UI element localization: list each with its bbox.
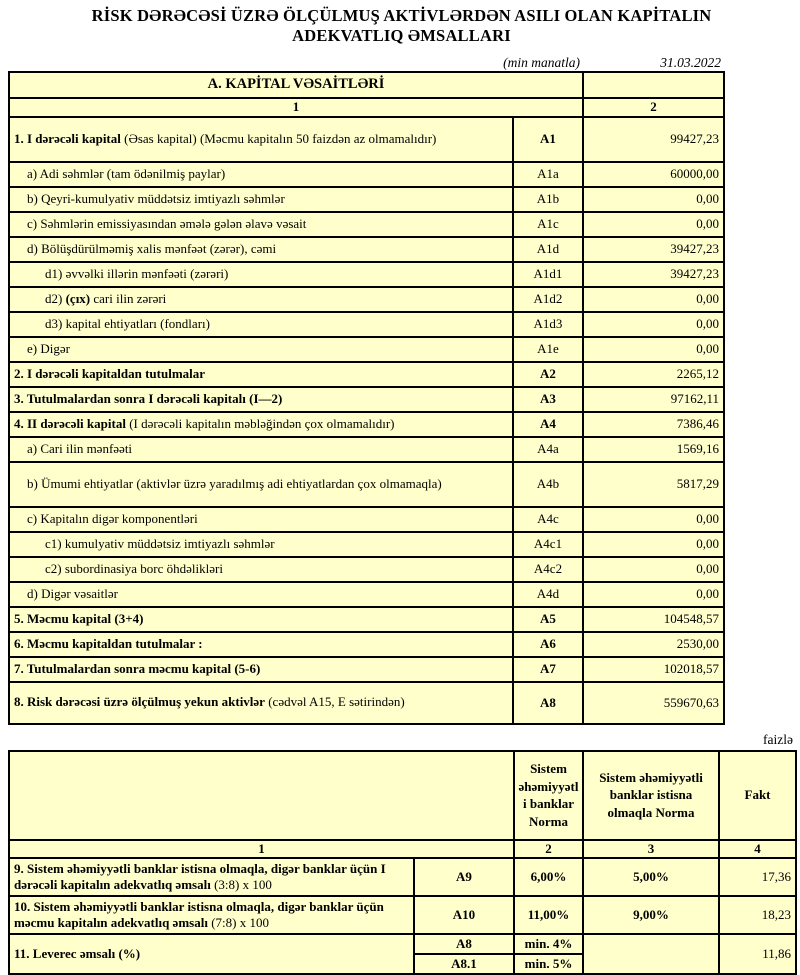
label-segment: c) Kapitalın digər komponentləri — [27, 510, 198, 526]
ratio-table — [8, 750, 797, 975]
row-label — [9, 462, 513, 507]
ratio-header-fakt: Fakt — [719, 751, 796, 840]
row-value: 0,00 — [583, 507, 724, 532]
capital-row-A4d — [9, 582, 724, 607]
label-segment: 6. Məcmu kapitaldan tutulmalar : — [14, 635, 203, 651]
row-value: 559670,63 — [583, 682, 724, 724]
row-value: 0,00 — [583, 212, 724, 237]
capital-row-A4 — [9, 412, 724, 437]
row-label — [9, 237, 513, 262]
ratio-row-A9 — [9, 858, 796, 896]
capital-row-A1d3 — [9, 312, 724, 337]
ratio-sys-norma: 11,00% — [514, 896, 583, 934]
row-code: A3 — [513, 387, 583, 412]
row-label — [9, 212, 513, 237]
label-segment: b) Qeyri-kumulyativ müddətsiz imtiyazlı səhmlər — [27, 190, 285, 206]
capital-row-A6 — [9, 632, 724, 657]
ratio-other-norma: 9,00% — [583, 896, 719, 934]
row-code: A1b — [513, 187, 583, 212]
ratio-label — [9, 896, 414, 934]
ratio-sys-norma: 6,00% — [514, 858, 583, 896]
row-code: A1d1 — [513, 262, 583, 287]
label-segment: 2. I dərəcəli kapitaldan tutulmalar — [14, 365, 206, 381]
leverage-row — [9, 934, 796, 954]
row-value: 104548,57 — [583, 607, 724, 632]
report-meta — [8, 54, 723, 71]
row-code: A1e — [513, 337, 583, 362]
capital-column-number-row — [9, 98, 724, 117]
label-segment: a) Cari ilin mənfəəti — [27, 440, 133, 456]
label-segment: c1) kumulyativ müddətsiz imtiyazlı səhmlər — [45, 535, 275, 551]
unit-note: (min manatla) — [503, 54, 580, 70]
percent-note: faizlə — [763, 731, 793, 747]
row-label — [9, 607, 513, 632]
label-segment: 7. Tutulmalardan sonra məcmu kapital (5-6) — [14, 660, 261, 676]
label-segment: d1) əvvəlki illərin mənfəəti (zərəri) — [45, 265, 229, 281]
row-label — [9, 337, 513, 362]
ratio-other-norma-empty — [583, 934, 719, 974]
row-code: A4 — [513, 412, 583, 437]
row-label — [9, 582, 513, 607]
row-label — [9, 437, 513, 462]
ratio-code: A10 — [414, 896, 514, 934]
row-value: 39427,23 — [583, 262, 724, 287]
row-label — [9, 312, 513, 337]
label-segment: cari ilin zərəri — [90, 290, 167, 306]
label-segment: (cədvəl A15, E sətirindən) — [264, 694, 405, 710]
label-segment: 5. Məcmu kapital (3+4) — [14, 610, 144, 626]
capital-table-header-row — [9, 72, 724, 98]
row-value: 7386,46 — [583, 412, 724, 437]
row-value: 0,00 — [583, 582, 724, 607]
ratio-header-sys-norma: Sistem əhəmiyyətli banklar Norma — [514, 751, 583, 840]
ratio-column-number-row — [9, 840, 796, 858]
column-number-cell: 4 — [719, 840, 796, 858]
capital-row-A8 — [9, 682, 724, 724]
ratio-header-row — [9, 751, 796, 840]
row-code: A4c1 — [513, 532, 583, 557]
ratio-code: A8 — [414, 934, 514, 954]
row-label — [9, 632, 513, 657]
row-label — [9, 682, 513, 724]
row-value: 0,00 — [583, 337, 724, 362]
row-code: A4b — [513, 462, 583, 507]
capital-row-A1b — [9, 187, 724, 212]
label-segment: (çıx) — [65, 290, 91, 306]
label-segment: 3. Tutulmalardan sonra I dərəcəli kapitalı (I—2) — [14, 390, 283, 406]
capital-row-A1d — [9, 237, 724, 262]
row-label — [9, 362, 513, 387]
label-segment: (7:8) x 100 — [207, 914, 269, 930]
page-title-line2: ADEKVATLIQ ƏMSALLARI — [292, 25, 511, 45]
ratio-code: A9 — [414, 858, 514, 896]
ratio-label — [9, 858, 414, 896]
row-label — [9, 507, 513, 532]
ratio-header-blank-cell — [9, 751, 514, 840]
capital-row-A4c — [9, 507, 724, 532]
section-header-cell: A. KAPİTAL VƏSAİTLƏRİ — [9, 72, 583, 98]
row-label — [9, 532, 513, 557]
label-segment: d2) — [45, 290, 66, 306]
capital-row-A1e — [9, 337, 724, 362]
capital-row-A1d1 — [9, 262, 724, 287]
row-value: 0,00 — [583, 532, 724, 557]
capital-row-A1d2 — [9, 287, 724, 312]
row-label — [9, 387, 513, 412]
label-segment: 8. Risk dərəcəsi üzrə ölçülmuş yekun aktivlər — [14, 694, 265, 710]
capital-row-A5 — [9, 607, 724, 632]
row-value: 60000,00 — [583, 162, 724, 187]
row-value: 5817,29 — [583, 462, 724, 507]
label-segment: b) Ümumi ehtiyatlar (aktivlər üzrə yaradılmış adi ehtiyatlardan çox olmamaqla) — [27, 475, 442, 491]
capital-row-A2 — [9, 362, 724, 387]
row-value: 2265,12 — [583, 362, 724, 387]
ratio-fakt: 18,23 — [719, 896, 796, 934]
capital-row-A4c1 — [9, 532, 724, 557]
row-code: A1d3 — [513, 312, 583, 337]
row-code: A6 — [513, 632, 583, 657]
label-segment: (I dərəcəli kapitalın məbləğindən çox olmamalıdır) — [125, 415, 395, 431]
report-date: 31.03.2022 — [660, 54, 721, 70]
row-code: A2 — [513, 362, 583, 387]
row-code: A5 — [513, 607, 583, 632]
row-value: 99427,23 — [583, 117, 724, 162]
label-segment: d) Bölüşdürülməmiş xalis mənfəət (zərər), cəmi — [27, 240, 277, 256]
label-segment: c2) subordinasiya borc öhdəlikləri — [45, 560, 223, 576]
label-segment: d3) kapital ehtiyatları (fondları) — [45, 315, 210, 331]
row-label — [9, 412, 513, 437]
row-code: A4c — [513, 507, 583, 532]
column-number-cell: 2 — [514, 840, 583, 858]
label-segment: c) Səhmlərin emissiyasından əmələ gələn əlavə vəsait — [27, 215, 307, 231]
row-value: 102018,57 — [583, 657, 724, 682]
row-value: 2530,00 — [583, 632, 724, 657]
row-code: A4a — [513, 437, 583, 462]
capital-row-A4a — [9, 437, 724, 462]
column-number-cell: 1 — [9, 840, 514, 858]
ratio-code: A8.1 — [414, 954, 514, 974]
row-value: 39427,23 — [583, 237, 724, 262]
row-label — [9, 117, 513, 162]
row-value: 0,00 — [583, 287, 724, 312]
ratio-sys-norma: min. 4% — [514, 934, 583, 954]
row-label — [9, 187, 513, 212]
row-value: 97162,11 — [583, 387, 724, 412]
row-code: A1a — [513, 162, 583, 187]
capital-row-A1a — [9, 162, 724, 187]
capital-row-A4c2 — [9, 557, 724, 582]
row-code: A1 — [513, 117, 583, 162]
capital-row-A7 — [9, 657, 724, 682]
row-value: 0,00 — [583, 187, 724, 212]
row-code: A4d — [513, 582, 583, 607]
row-label — [9, 262, 513, 287]
row-label — [9, 557, 513, 582]
row-value: 0,00 — [583, 312, 724, 337]
row-code: A1d2 — [513, 287, 583, 312]
column-number-cell: 1 — [9, 98, 583, 117]
ratio-header-other-norma: Sistem əhəmiyyətli banklar istisna olmaqla Norma — [583, 751, 719, 840]
row-value: 1569,16 — [583, 437, 724, 462]
capital-row-A1c — [9, 212, 724, 237]
row-code: A1c — [513, 212, 583, 237]
label-segment: 9. Sistem əhəmiyyətli banklar istisna olmaqla, digər banklar üçün I dərəcəli kapitalın adekvatlıq əmsalı — [14, 861, 386, 892]
capital-row-A1 — [9, 117, 724, 162]
row-code: A4c2 — [513, 557, 583, 582]
label-segment: 4. II dərəcəli kapital — [14, 415, 126, 431]
label-segment: (Əsas kapital) (Məcmu kapitalın 50 faizdən az olmamalıdır) — [120, 130, 437, 146]
capital-row-A3 — [9, 387, 724, 412]
label-segment: d) Digər vəsaitlər — [27, 585, 118, 601]
ratio-fakt: 11,86 — [719, 934, 796, 974]
row-label — [9, 287, 513, 312]
ratio-other-norma: 5,00% — [583, 858, 719, 896]
row-code: A7 — [513, 657, 583, 682]
ratio-row-A10 — [9, 896, 796, 934]
label-segment: e) Digər — [27, 340, 70, 356]
column-number-cell: 3 — [583, 840, 719, 858]
label-segment: 1. I dərəcəli kapital — [14, 130, 121, 146]
ratio-label: 11. Leverec əmsalı (%) — [9, 934, 414, 974]
row-code: A1d — [513, 237, 583, 262]
column-number-cell: 2 — [583, 98, 724, 117]
ratio-fakt: 17,36 — [719, 858, 796, 896]
ratio-sys-norma: min. 5% — [514, 954, 583, 974]
page-title — [8, 6, 795, 46]
capital-row-A4b — [9, 462, 724, 507]
row-label — [9, 162, 513, 187]
row-label — [9, 657, 513, 682]
label-segment: a) Adi səhmlər (tam ödənilmiş paylar) — [27, 165, 226, 181]
capital-table — [8, 71, 725, 725]
label-segment: 10. Sistem əhəmiyyətli banklar istisna olmaqla, digər banklar üçün məcmu kapitalın adekvatlıq əmsalı — [14, 899, 384, 930]
row-value: 0,00 — [583, 557, 724, 582]
row-code: A8 — [513, 682, 583, 724]
label-segment: (3:8) x 100 — [210, 876, 272, 892]
section-header-empty-cell — [583, 72, 724, 98]
page-title-line1: RİSK DƏRƏCƏSİ ÜZRƏ ÖLÇÜLMUŞ AKTİVLƏRDƏN ASILI OLAN KAPİTALIN — [91, 6, 712, 25]
